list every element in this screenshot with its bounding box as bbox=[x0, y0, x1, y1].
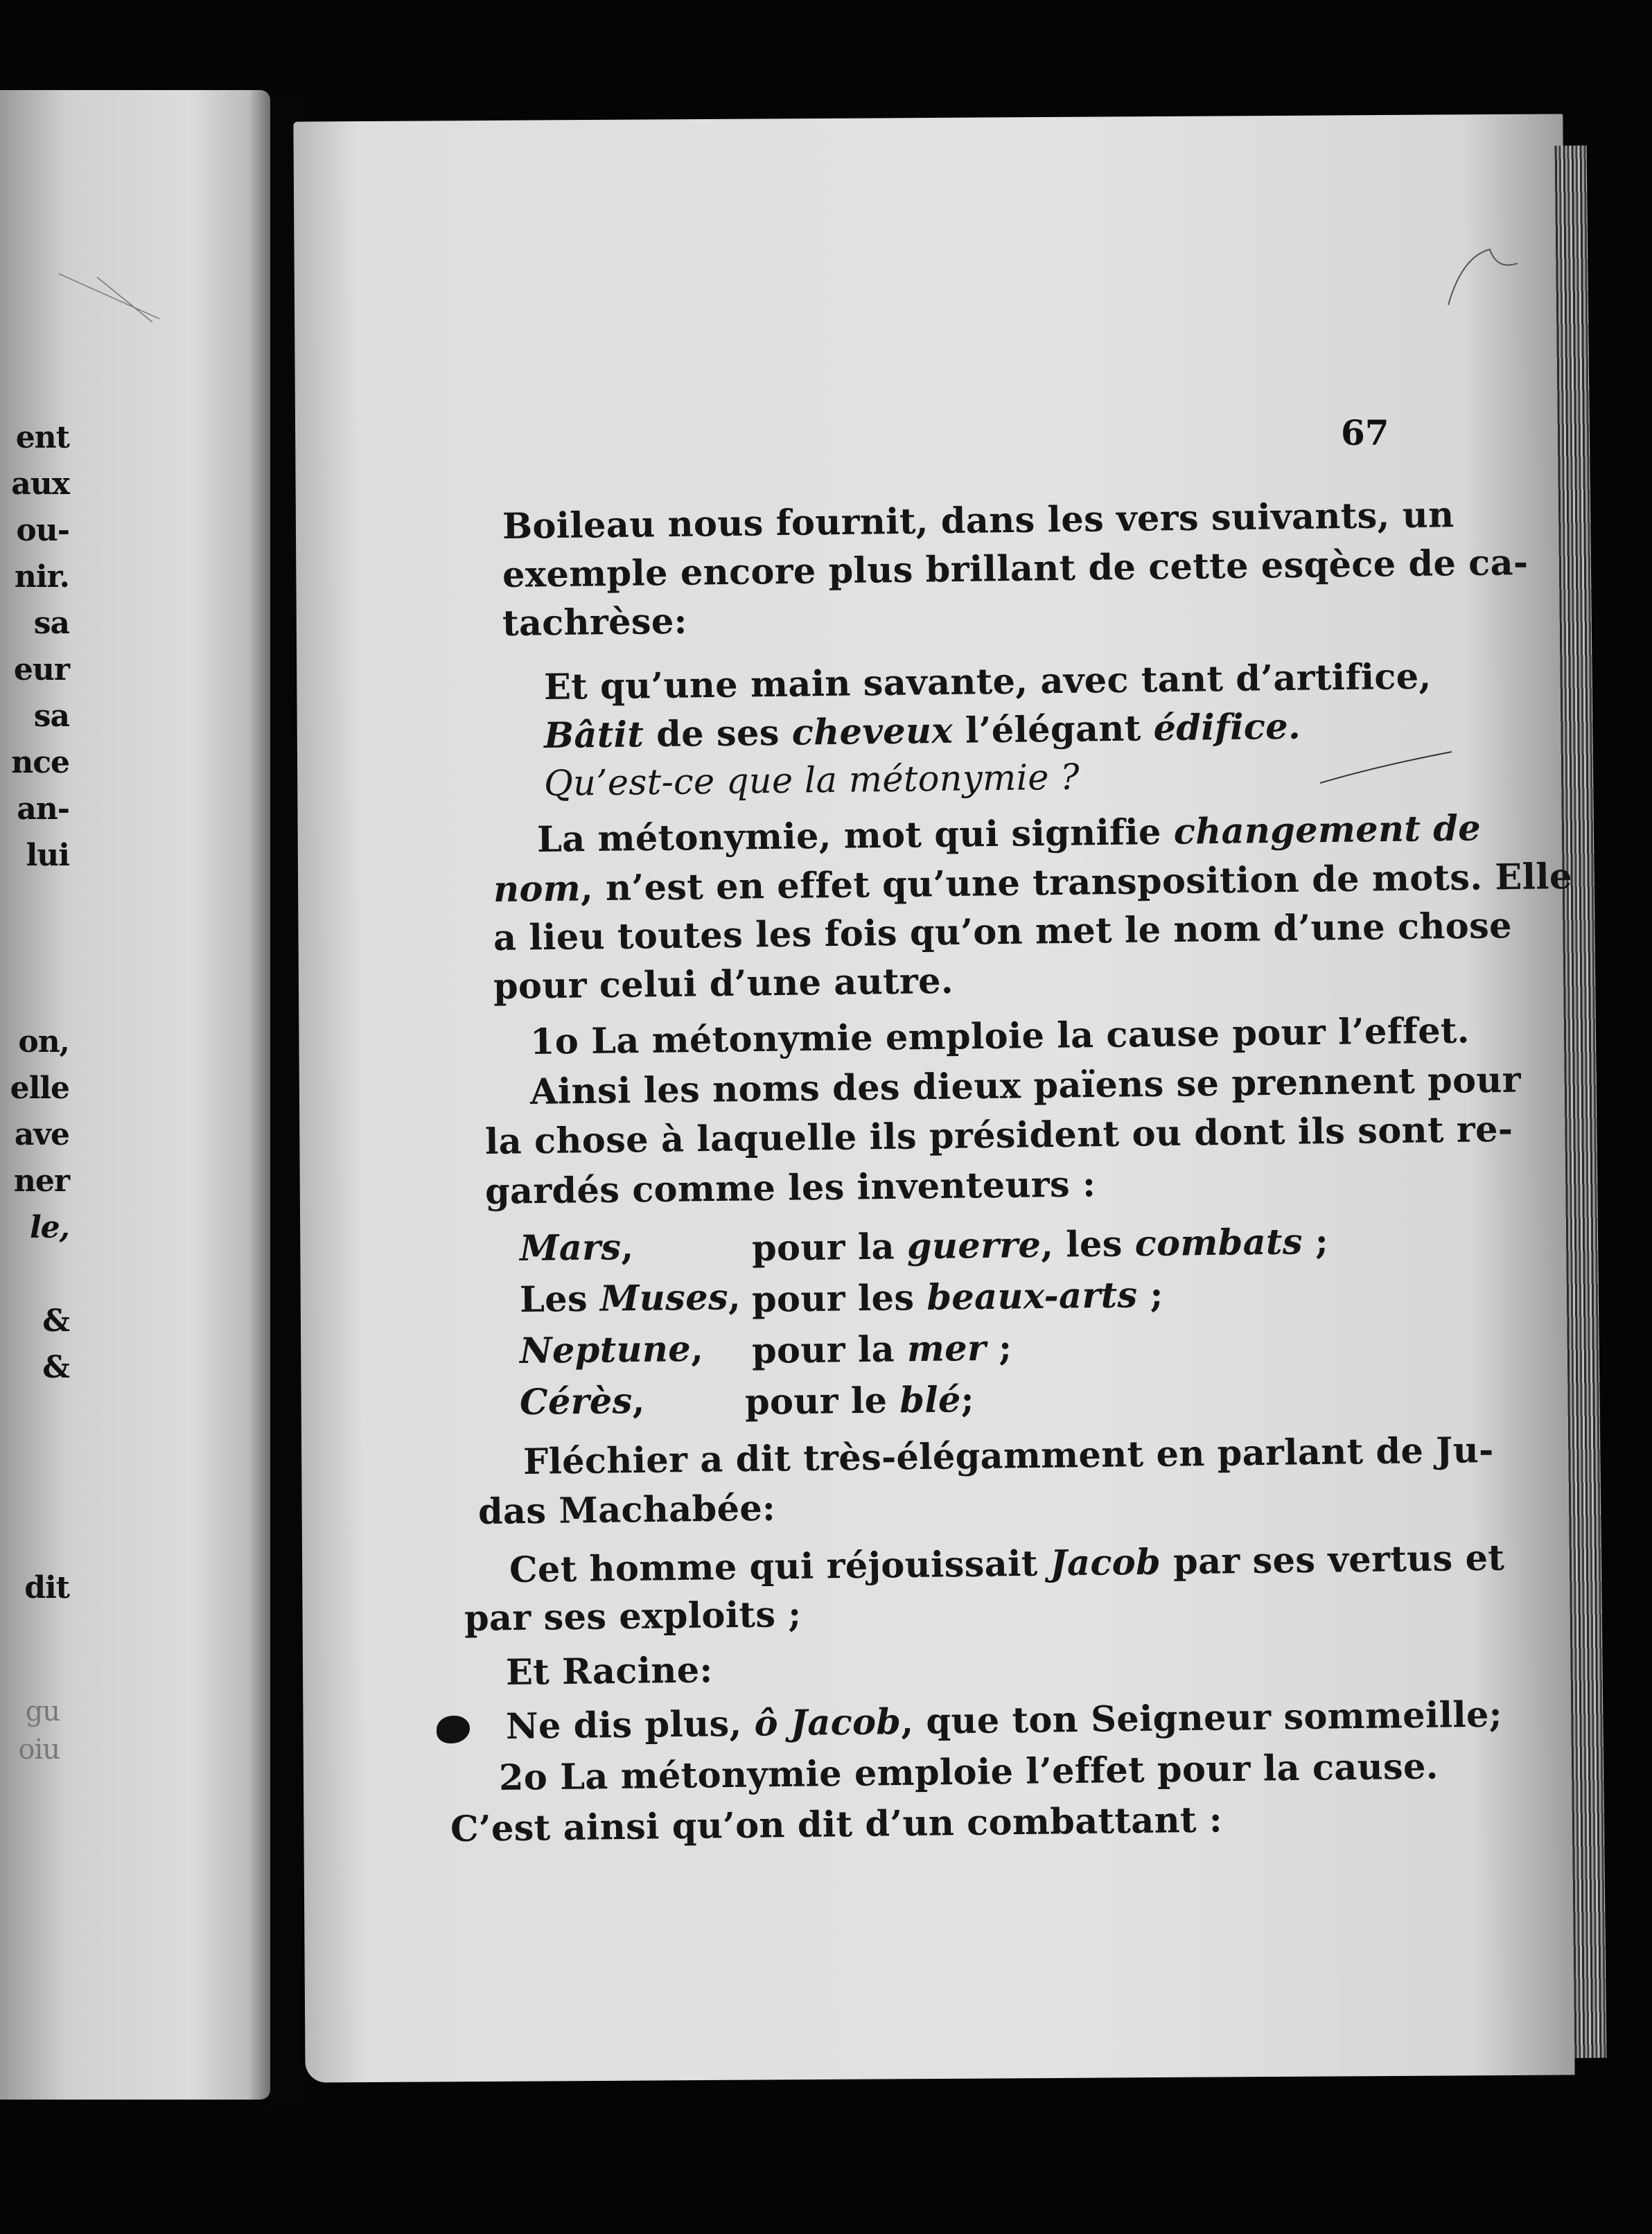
list-item: Neptune, bbox=[519, 1328, 704, 1372]
list-item-meaning: pour la mer ; bbox=[751, 1327, 1012, 1372]
left-line: ner bbox=[13, 1163, 69, 1199]
verse-line: Et qu’une main savante, avec tant d’artifice, bbox=[543, 656, 1432, 708]
list-item: Cérès, bbox=[519, 1380, 645, 1423]
left-line: nir. bbox=[14, 559, 69, 595]
text-line: nom, n’est en effet qu’une transposition de mots. Elle bbox=[493, 855, 1573, 911]
text-line: Boileau nous fournit, dans les vers suivants, un bbox=[502, 494, 1455, 547]
text-line: 1o La métonymie emploie la cause pour l’effet. bbox=[529, 1010, 1470, 1063]
text-line: 2o La métonymie emploie l’effet pour la cause. bbox=[498, 1745, 1439, 1799]
left-line: on, bbox=[18, 1024, 69, 1059]
text-line: La métonymie, mot qui signifie changement de bbox=[536, 807, 1482, 861]
left-line: eur bbox=[13, 652, 69, 687]
left-line: & bbox=[42, 1350, 69, 1385]
left-line: aux bbox=[11, 466, 69, 502]
quote-line: Cet homme qui réjouissait Jacob par ses vertus et bbox=[509, 1537, 1505, 1591]
list-item: Mars, bbox=[519, 1226, 634, 1269]
left-line: sa bbox=[33, 606, 69, 641]
left-line: lui bbox=[26, 838, 69, 873]
text-line: gardés comme les inventeurs : bbox=[484, 1163, 1096, 1213]
text-line: a lieu toutes les fois qu’on met le nom d’une chose bbox=[493, 905, 1513, 959]
verse-line: Ne dis plus, ô Jacob, que ton Seigneur sommeille; bbox=[505, 1694, 1503, 1748]
left-line: & bbox=[42, 1303, 69, 1339]
left-line: sa bbox=[33, 698, 69, 734]
text-line: tachrèse: bbox=[502, 600, 688, 644]
text-line: das Machabée: bbox=[477, 1487, 776, 1533]
left-line: oiu bbox=[18, 1734, 60, 1766]
quote-line: par ses exploits ; bbox=[464, 1594, 802, 1639]
left-line: elle bbox=[10, 1071, 69, 1106]
scratch-mark bbox=[1317, 748, 1455, 790]
left-line: ave bbox=[14, 1117, 69, 1152]
left-line: ent bbox=[15, 420, 69, 455]
list-item-meaning: pour les beaux-arts ; bbox=[751, 1274, 1163, 1321]
left-line: nce bbox=[11, 745, 69, 780]
text-line: Ainsi les noms des dieux païens se prennent pour bbox=[529, 1059, 1522, 1113]
left-line: ou- bbox=[16, 513, 69, 548]
scratch-mark-3 bbox=[55, 270, 166, 326]
list-item-meaning: pour le blé; bbox=[744, 1378, 975, 1423]
text-line: la chose à laquelle ils président ou dont ils sont re- bbox=[484, 1108, 1513, 1163]
text-line: C’est ainsi qu’on dit d’un combattant : bbox=[450, 1799, 1223, 1850]
left-line: dit bbox=[24, 1570, 69, 1606]
left-line: gu bbox=[25, 1696, 60, 1727]
text-line: Et Racine: bbox=[505, 1649, 713, 1694]
left-line: an- bbox=[17, 791, 69, 827]
left-line: le, bbox=[29, 1210, 69, 1245]
text-line: pour celui d’une autre. bbox=[493, 960, 954, 1008]
section-question: Qu’est-ce que la métonymie ? bbox=[543, 757, 1080, 804]
verse-line: Bâtit de ses cheveux l’élégant édifice. bbox=[543, 705, 1301, 757]
list-item-meaning: pour la guerre, les combats ; bbox=[751, 1220, 1329, 1269]
page-number: 67 bbox=[1341, 412, 1389, 453]
scratch-mark-2 bbox=[1441, 243, 1524, 312]
text-line: exemple encore plus brillant de cette esqèce de ca- bbox=[502, 541, 1529, 596]
text-line: Fléchier a dit très-élégamment en parlant de Ju- bbox=[522, 1429, 1494, 1483]
list-item: Les Muses, bbox=[519, 1276, 741, 1321]
